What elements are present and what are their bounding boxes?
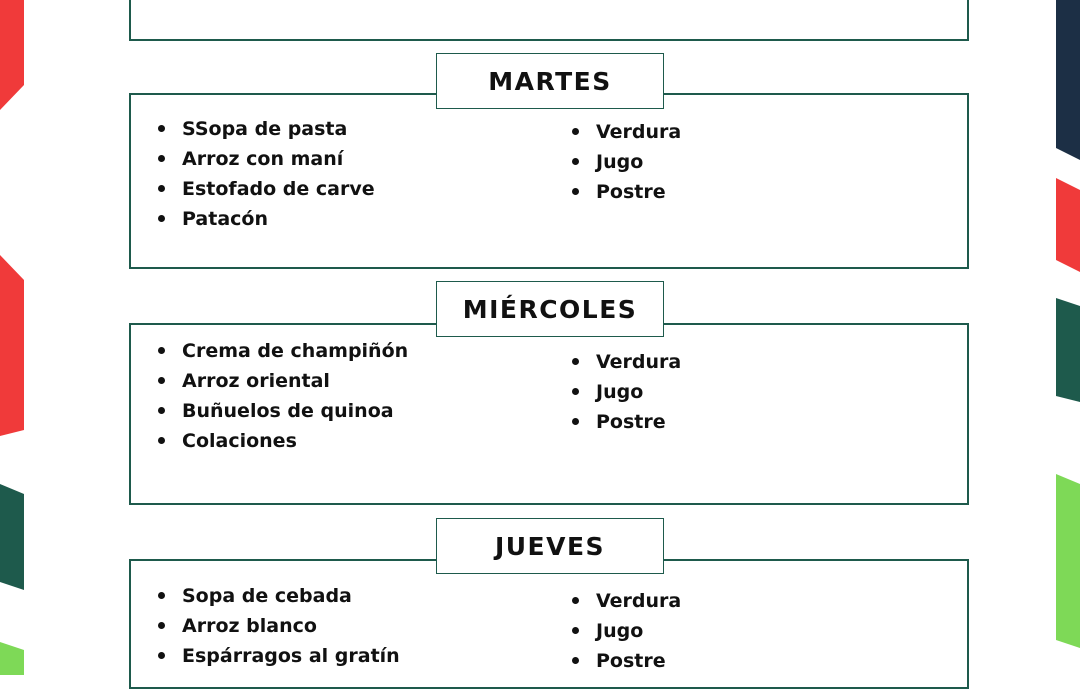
list-item: Arroz oriental <box>158 368 408 398</box>
day-title-miercoles: MIÉRCOLES <box>436 281 664 337</box>
day-title-jueves: JUEVES <box>436 518 664 574</box>
list-item: Jugo <box>572 149 681 179</box>
list-item: Buñuelos de quinoa <box>158 398 408 428</box>
jueves-side-list <box>572 588 681 678</box>
list-item: SSopa de pasta <box>158 116 375 146</box>
list-item: Jugo <box>572 379 681 409</box>
miercoles-side-list <box>572 349 681 439</box>
left-decoration <box>0 0 30 675</box>
list-item: Crema de champiñón <box>158 338 408 368</box>
list-item: Postre <box>572 648 681 678</box>
list-item: Postre <box>572 179 681 209</box>
right-decoration <box>1050 0 1080 675</box>
day-title-martes: MARTES <box>436 53 664 109</box>
list-item: Jugo <box>572 618 681 648</box>
list-item: Arroz blanco <box>158 613 400 643</box>
previous-day-box <box>129 0 969 41</box>
list-item: Arroz con maní <box>158 146 375 176</box>
list-item: Espárragos al gratín <box>158 643 400 673</box>
miercoles-box <box>129 323 969 505</box>
list-item: Sopa de cebada <box>158 583 400 613</box>
miercoles-main-list <box>158 338 408 458</box>
martes-side-list <box>572 119 681 209</box>
list-item: Verdura <box>572 588 681 618</box>
list-item: Verdura <box>572 119 681 149</box>
list-item: Colaciones <box>158 428 408 458</box>
list-item: Verdura <box>572 349 681 379</box>
list-item: Postre <box>572 409 681 439</box>
martes-box <box>129 93 969 269</box>
jueves-main-list <box>158 583 400 673</box>
list-item: Estofado de carve <box>158 176 375 206</box>
martes-main-list <box>158 116 375 236</box>
jueves-box <box>129 559 969 689</box>
list-item: Patacón <box>158 206 375 236</box>
